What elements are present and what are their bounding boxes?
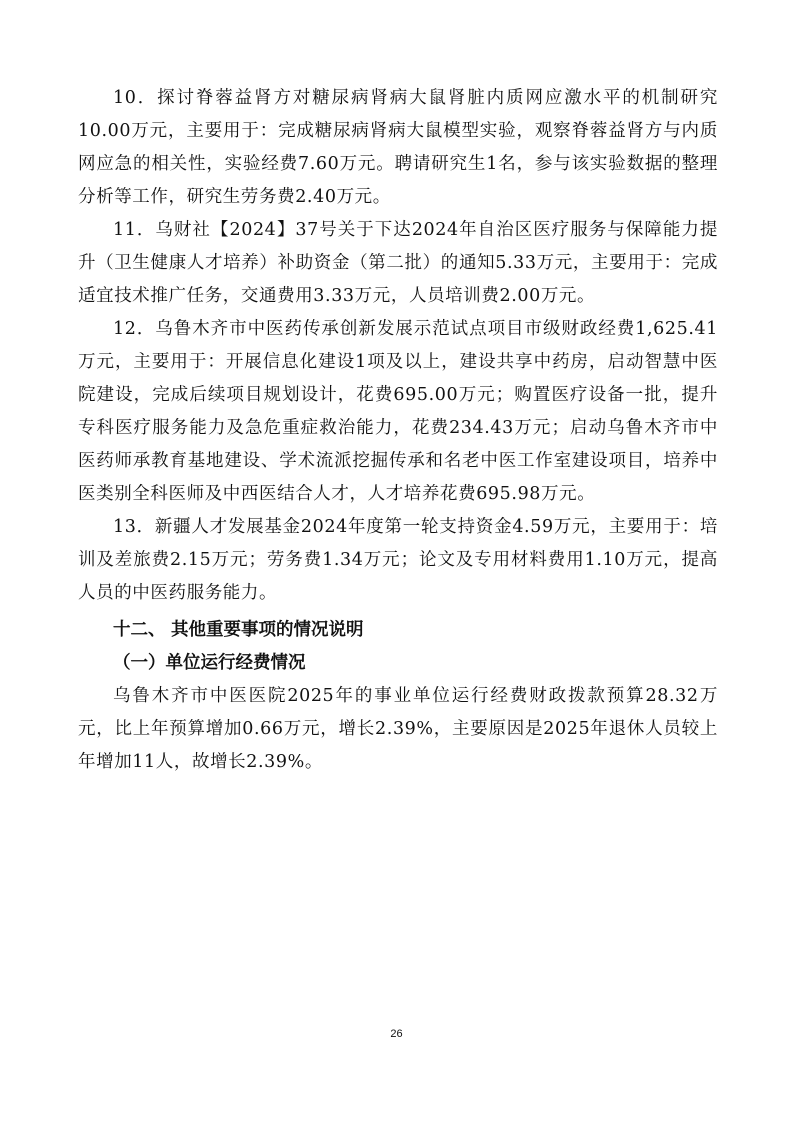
item-12-paragraph: 12．乌鲁木齐市中医药传承创新发展示范试点项目市级财政经费1,625.41万元，主要用于：开展信息化建设1项及以上，建设共享中药房，启动智慧中医院建设，完成后续项目规划设计，花费695.00万元；购置医疗设备一批，提升专科医疗服务能力及急危重症救治能力，花费234.43万元；启动乌鲁木齐市中医药师承教育基地建设、学术流派挖掘传承和名老中医工作室建设项目，培养中医类别全科医师及中西医结合人才，人才培养花费695.98万元。 bbox=[78, 319, 718, 504]
section-title: 其他重要事项的情况说明 bbox=[171, 620, 364, 640]
section-number: 十二、 bbox=[113, 620, 166, 640]
document-body bbox=[78, 82, 718, 779]
item-10-paragraph: 10．探讨脊蓉益肾方对糖尿病肾病大鼠肾脏内质网应激水平的机制研究10.00万元，主要用于：完成糖尿病肾病大鼠模型实验，观察脊蓉益肾方与内质网应急的相关性，实验经费7.60万元。聘请研究生1名，参与该实验数据的整理分析等工作，研究生劳务费2.40万元。 bbox=[78, 88, 718, 207]
section-heading bbox=[78, 613, 718, 647]
subsection-heading: （一）单位运行经费情况 bbox=[113, 653, 306, 673]
item-11-paragraph: 11．乌财社【2024】37号关于下达2024年自治区医疗服务与保障能力提升（卫生健康人才培养）补助资金（第二批）的通知5.33万元，主要用于：完成适宜技术推广任务，交通费用3.33万元，人员培训费2.00万元。 bbox=[78, 220, 718, 306]
page-number: 26 bbox=[390, 1028, 403, 1040]
item-13-paragraph: 13．新疆人才发展基金2024年度第一轮支持资金4.59万元，主要用于：培训及差旅费2.15万元；劳务费1.34万元；论文及专用材料费用1.10万元，提高人员的中医药服务能力。 bbox=[78, 517, 718, 603]
operating-expenses-paragraph: 乌鲁木齐市中医医院2025年的事业单位运行经费财政拨款预算28.32万元，比上年预算增加0.66万元，增长2.39%，主要原因是2025年退休人员较上年增加11人，故增长2.39%。 bbox=[78, 686, 718, 772]
